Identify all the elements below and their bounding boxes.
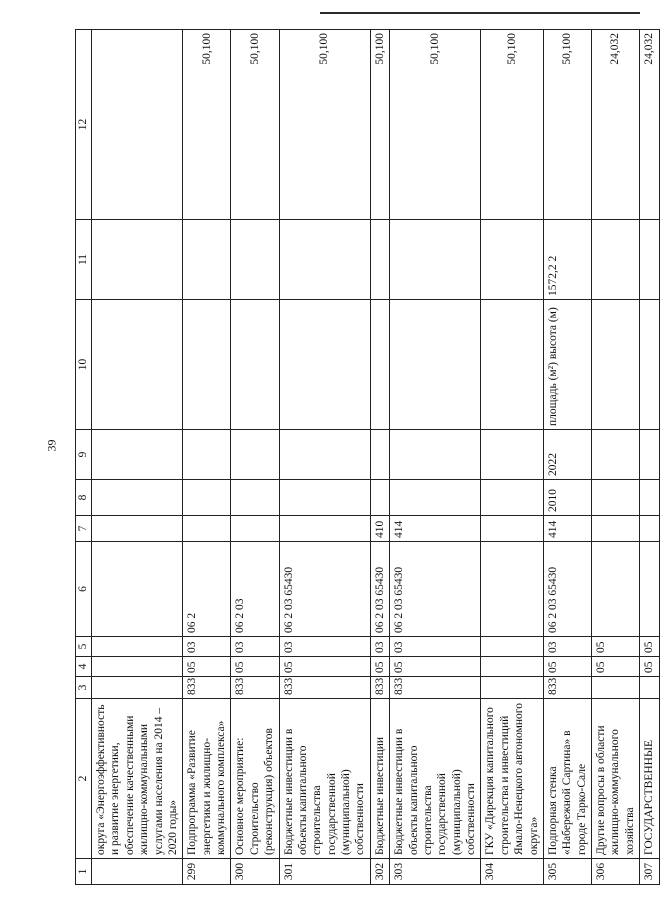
cell-c6 [640, 542, 659, 637]
cell-amount [92, 30, 183, 220]
cell-c10 [481, 300, 544, 430]
cell-c11 [92, 220, 183, 300]
cell-c6 [592, 542, 640, 637]
cell-c4 [481, 657, 544, 677]
cell-c3: 833 [370, 677, 389, 699]
cell-c6: 06 2 03 65430 [543, 542, 591, 637]
cell-c7: 410 [370, 516, 389, 542]
cell-amount: 24,032 [640, 30, 659, 220]
cell-c10 [231, 300, 279, 430]
row-name: Бюджетные инвестиции в объекты капитального строительства государственной (муниципальной) собственности [279, 699, 370, 859]
cell-c8 [183, 480, 231, 516]
cell-c9: 2022 [543, 430, 591, 480]
cell-amount: 50,100 [279, 30, 370, 220]
cell-c5 [481, 637, 544, 657]
cell-c3: 833 [231, 677, 279, 699]
cell-c4: 05 [370, 657, 389, 677]
row-name: округа «Энергоэффективность и развитие энергетики, обеспечение качественными жилищно-коммунальными услугами населения на 2014 – 2020 годы» [92, 699, 183, 859]
cell-amount: 50,100 [543, 30, 591, 220]
row-name: Бюджетные инвестиции в объекты капитального строительства государственной (муниципальной) собственности [390, 699, 481, 859]
header-cell: 3 [76, 677, 92, 699]
page-number: 39 [44, 439, 59, 452]
cell-c10 [370, 300, 389, 430]
cell-c7 [592, 516, 640, 542]
cell-c10 [92, 300, 183, 430]
cell-c9 [279, 430, 370, 480]
cell-c5: 05 [640, 637, 659, 657]
cell-c10 [183, 300, 231, 430]
cell-c11 [390, 220, 481, 300]
header-cell: 6 [76, 542, 92, 637]
row-number: 300 [231, 859, 279, 885]
row-number: 306 [592, 859, 640, 885]
cell-c8 [231, 480, 279, 516]
cell-c8 [279, 480, 370, 516]
cell-c5: 03 [183, 637, 231, 657]
cell-c4 [92, 657, 183, 677]
cell-c5: 03 [390, 637, 481, 657]
cell-c5: 03 [231, 637, 279, 657]
cell-c4: 05 [640, 657, 659, 677]
row-number: 303 [390, 859, 481, 885]
cell-c5: 03 [543, 637, 591, 657]
cell-c9 [183, 430, 231, 480]
cell-c6: 06 2 [183, 542, 231, 637]
row-number: 307 [640, 859, 659, 885]
cell-c10 [640, 300, 659, 430]
cell-c7 [92, 516, 183, 542]
row-number [92, 859, 183, 885]
cell-c11 [370, 220, 389, 300]
cell-c9 [370, 430, 389, 480]
cell-c3: 833 [279, 677, 370, 699]
cell-c11 [481, 220, 544, 300]
cell-amount: 50,100 [370, 30, 389, 220]
table-row [390, 30, 481, 885]
cell-c9 [592, 430, 640, 480]
cell-c6 [92, 542, 183, 637]
cell-c8 [640, 480, 659, 516]
cell-c6: 06 2 03 65430 [279, 542, 370, 637]
budget-table [75, 29, 660, 885]
cell-c11 [183, 220, 231, 300]
cell-c7 [231, 516, 279, 542]
cell-c3 [640, 677, 659, 699]
table-row [543, 30, 591, 885]
cell-c10 [390, 300, 481, 430]
cell-c3 [592, 677, 640, 699]
cell-c4: 05 [390, 657, 481, 677]
header-cell: 1 [76, 859, 92, 885]
scan-edge-line [320, 12, 640, 14]
header-cell: 10 [76, 300, 92, 430]
header-cell: 5 [76, 637, 92, 657]
table-row [481, 30, 544, 885]
cell-c8 [592, 480, 640, 516]
cell-c7 [279, 516, 370, 542]
cell-c5: 03 [279, 637, 370, 657]
cell-c7: 414 [390, 516, 481, 542]
cell-amount: 50,100 [231, 30, 279, 220]
header-cell: 2 [76, 699, 92, 859]
cell-c6: 06 2 03 [231, 542, 279, 637]
row-name: Основное мероприятие: Строительство (реконструкция) объектов [231, 699, 279, 859]
cell-c4: 05 [279, 657, 370, 677]
header-cell: 11 [76, 220, 92, 300]
header-cell: 12 [76, 30, 92, 220]
cell-c11: 1572,2 2 [543, 220, 591, 300]
header-cell: 4 [76, 657, 92, 677]
row-number: 302 [370, 859, 389, 885]
cell-amount: 50,100 [390, 30, 481, 220]
row-number: 299 [183, 859, 231, 885]
table-row [370, 30, 389, 885]
row-name: ГОСУДАРСТВЕННЫЕ [640, 699, 659, 859]
cell-c3: 833 [183, 677, 231, 699]
row-name: ГКУ «Дирекция капитального строительства и инвестиций Ямало-Ненецкого автономного округа» [481, 699, 544, 859]
cell-c5: 03 [370, 637, 389, 657]
row-number: 304 [481, 859, 544, 885]
table-row [231, 30, 279, 885]
cell-c11 [592, 220, 640, 300]
cell-c3 [92, 677, 183, 699]
cell-c7 [481, 516, 544, 542]
cell-c3: 833 [390, 677, 481, 699]
header-cell: 7 [76, 516, 92, 542]
cell-c6: 06 2 03 65430 [370, 542, 389, 637]
table-row [592, 30, 640, 885]
cell-c7: 414 [543, 516, 591, 542]
cell-c9 [231, 430, 279, 480]
cell-c8 [92, 480, 183, 516]
cell-c11 [640, 220, 659, 300]
cell-c4: 05 [543, 657, 591, 677]
cell-c8: 2010 [543, 480, 591, 516]
cell-c9 [481, 430, 544, 480]
cell-c10 [592, 300, 640, 430]
header-cell: 9 [76, 430, 92, 480]
table-row [279, 30, 370, 885]
row-name: Подпрограмма «Развитие энергетики и жилищно-коммунального комплекса» [183, 699, 231, 859]
cell-c9 [390, 430, 481, 480]
cell-amount: 50,100 [481, 30, 544, 220]
table-row [640, 30, 659, 885]
cell-c6 [481, 542, 544, 637]
cell-c11 [279, 220, 370, 300]
cell-c4: 05 [231, 657, 279, 677]
cell-c8 [390, 480, 481, 516]
row-number: 305 [543, 859, 591, 885]
cell-c3: 833 [543, 677, 591, 699]
row-number: 301 [279, 859, 370, 885]
cell-c4: 05 [592, 657, 640, 677]
rotated-table-container [75, 30, 656, 885]
cell-c10: площадь (м²) высота (м) [543, 300, 591, 430]
cell-c4: 05 [183, 657, 231, 677]
cell-c5 [92, 637, 183, 657]
table-row [92, 30, 183, 885]
cell-amount: 24,032 [592, 30, 640, 220]
row-name: Бюджетные инвестиции [370, 699, 389, 859]
cell-c9 [92, 430, 183, 480]
cell-c9 [640, 430, 659, 480]
cell-c11 [231, 220, 279, 300]
header-cell: 8 [76, 480, 92, 516]
table-row [183, 30, 231, 885]
cell-c6: 06 2 03 65430 [390, 542, 481, 637]
row-name: Подпорная стенка «Набережной Сартина» в городе Тарко-Сале [543, 699, 591, 859]
cell-c10 [279, 300, 370, 430]
cell-c3 [481, 677, 544, 699]
cell-c5: 05 [592, 637, 640, 657]
cell-amount: 50,100 [183, 30, 231, 220]
cell-c7 [640, 516, 659, 542]
cell-c8 [370, 480, 389, 516]
row-name: Другие вопросы в области жилищно-коммунального хозяйства [592, 699, 640, 859]
header-row [76, 30, 92, 885]
cell-c7 [183, 516, 231, 542]
cell-c8 [481, 480, 544, 516]
